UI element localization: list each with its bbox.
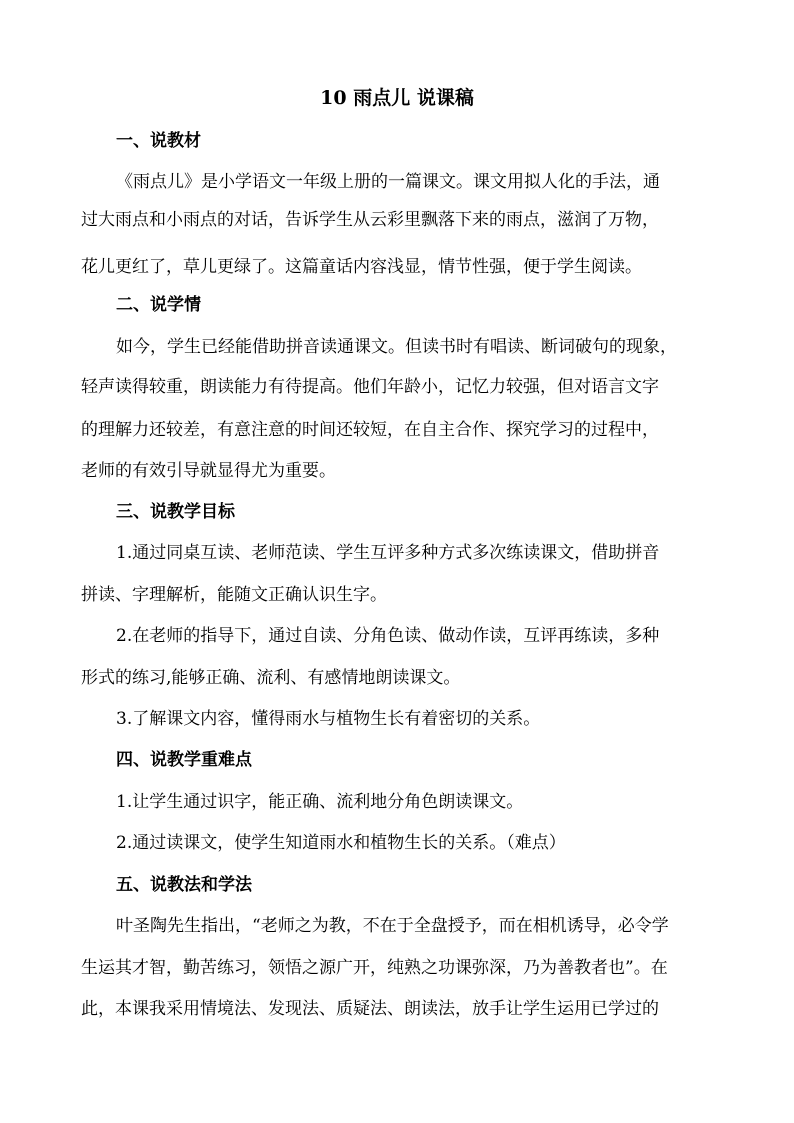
section-heading-teaching-methods: 五、说教法和学法 (116, 875, 252, 895)
document-title: 10 雨点儿 说课稿 (320, 87, 474, 109)
paragraph-line: 3.了解课文内容，懂得雨水与植物生长有着密切的关系。 (116, 709, 541, 729)
paragraph-line: 叶圣陶先生指出，“老师之为教，不在于全盘授予，而在相机诱导，必令学 (116, 916, 669, 936)
paragraph-line: 1.让学生通过识字，能正确、流利地分角色朗读课文。 (116, 792, 524, 812)
paragraph-line: 的理解力还较差，有意注意的时间还较短，在自主合作、探究学习的过程中， (81, 420, 659, 440)
paragraph-line: 轻声读得较重，朗读能力有待提高。他们年龄小，记忆力较强，但对语言文字 (81, 377, 659, 397)
paragraph-line: 形式的练习,能够正确、流利、有感情地朗读课文。 (81, 668, 461, 688)
paragraph-line: 拼读、字理解析，能随文正确认识生字。 (81, 585, 387, 605)
paragraph-line: 2.通过读课文，使学生知道雨水和植物生长的关系。（难点） (116, 833, 566, 853)
section-heading-teaching-material: 一、说教材 (116, 131, 201, 151)
paragraph-line: 老师的有效引导就显得尤为重要。 (81, 461, 336, 481)
paragraph-line: 2.在老师的指导下，通过自读、分角色读、做动作读，互评再练读，多种 (116, 626, 660, 646)
paragraph-line: 1.通过同桌互读、老师范读、学生互评多种方式多次练读课文，借助拼音 (116, 543, 660, 563)
paragraph-line: 花儿更红了，草儿更绿了。这篇童话内容浅显，情节性强，便于学生阅读。 (81, 257, 642, 277)
paragraph-line: 生运其才智，勤苦练习，领悟之源广开，纯熟之功课弥深，乃为善教者也”。在 (81, 958, 668, 978)
paragraph-line: 此，本课我采用情境法、发现法、质疑法、朗读法，放手让学生运用已学过的 (81, 999, 659, 1019)
paragraph-line: 如今，学生已经能借助拼音读通课文。但读书时有唱读、断词破句的现象， (116, 337, 677, 357)
paragraph-line: 《雨点儿》是小学语文一年级上册的一篇课文。课文用拟人化的手法，通 (116, 172, 660, 192)
section-heading-key-difficulties: 四、说教学重难点 (116, 750, 252, 770)
paragraph-line: 过大雨点和小雨点的对话，告诉学生从云彩里飘落下来的雨点，滋润了万物， (81, 210, 659, 230)
section-heading-teaching-goals: 三、说教学目标 (116, 502, 235, 522)
section-heading-student-situation: 二、说学情 (116, 295, 201, 315)
